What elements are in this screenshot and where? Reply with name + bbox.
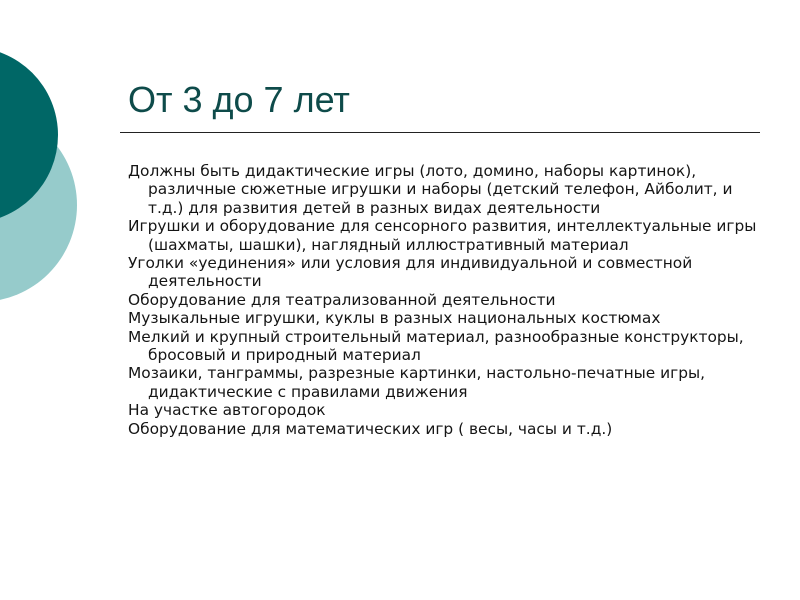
list-item: Уголки «уединения» или условия для индивидуальной и совместной деятельности	[128, 254, 693, 291]
list-item: На участке автогородок	[128, 401, 326, 420]
slide-title: От 3 до 7 лет	[128, 79, 350, 120]
list-item: Игрушки и оборудование для сенсорного развития, интеллектуальные игры (шахматы, шашки), наглядный иллюстративный материал	[128, 217, 757, 254]
list-item: Должны быть дидактические игры (лото, домино, наборы картинок), различные сюжетные игрушки и наборы (детский телефон, Айболит, и т.д.) для развития детей в разных видах деятельности	[128, 162, 733, 217]
list-item: Мелкий и крупный строительный материал, разнообразные конструкторы, бросовый и природный материал	[128, 327, 744, 365]
title-divider	[120, 132, 760, 133]
list-item: Оборудование для театрализованной деятельности	[128, 290, 556, 309]
list-item: Музыкальные игрушки, куклы в разных национальных костюмах	[128, 309, 661, 328]
bullet-list	[128, 162, 760, 438]
list-item: Мозаики, танграммы, разрезные картинки, настольно-печатные игры, дидактические с правилами движения	[128, 364, 706, 401]
list-item: Оборудование для математических игр ( весы, часы и т.д.)	[128, 419, 613, 438]
decorative-circles	[0, 0, 120, 340]
